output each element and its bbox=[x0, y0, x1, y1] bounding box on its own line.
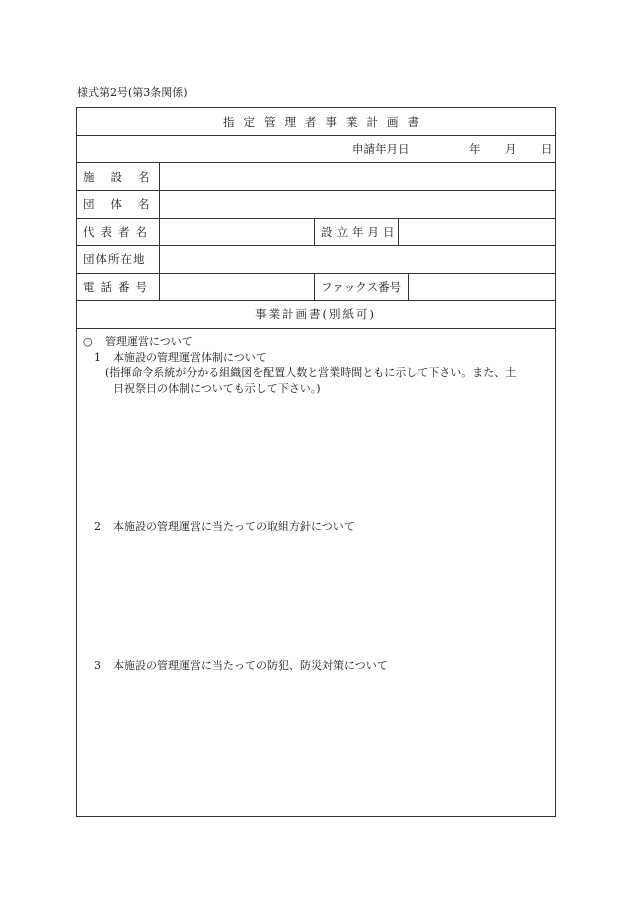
item-3-answer-area[interactable] bbox=[78, 677, 554, 815]
item-note: (指揮命令系統が分かる組織図を配置人数と営業時間ともに示して下さい。また、土 bbox=[105, 366, 517, 379]
item-note: 日祝祭日の体制についても示して下さい。) bbox=[113, 382, 321, 395]
month-label: 月 bbox=[505, 142, 517, 156]
day-label: 日 bbox=[541, 142, 553, 156]
item-number: 1 bbox=[94, 351, 101, 364]
row-divider bbox=[77, 328, 555, 329]
section-marker: ○ bbox=[83, 335, 93, 348]
item-title: 本施設の管理運営に当たっての防犯、防災対策について bbox=[113, 659, 388, 672]
item-1-answer-area[interactable] bbox=[78, 400, 554, 512]
fax-number-field[interactable] bbox=[409, 274, 555, 299]
phone-number-field[interactable] bbox=[160, 274, 313, 299]
facility-name-label: 施設名 bbox=[83, 170, 166, 184]
item-title: 本施設の管理運営体制について bbox=[113, 351, 267, 364]
form-number: 様式第2号(第3条関係) bbox=[77, 86, 188, 99]
established-date-label: 設立年月日 bbox=[321, 225, 399, 239]
phone-number-label: 電話番号 bbox=[83, 280, 153, 294]
organization-name-label: 団体名 bbox=[83, 197, 166, 211]
business-plan-heading: 事業計画書(別紙可) bbox=[255, 307, 376, 321]
facility-name-field[interactable] bbox=[160, 163, 555, 189]
representative-field[interactable] bbox=[160, 219, 313, 244]
representative-label: 代表者名 bbox=[83, 225, 153, 239]
business-plan-form bbox=[76, 107, 556, 817]
organization-address-field[interactable] bbox=[160, 246, 555, 272]
column-divider bbox=[314, 273, 315, 300]
row-divider bbox=[77, 300, 555, 301]
form-title: 指定管理者事業計画書 bbox=[223, 115, 428, 129]
organization-name-field[interactable] bbox=[160, 191, 555, 217]
application-date-label: 申請年月日 bbox=[352, 142, 410, 156]
item-number: 2 bbox=[94, 520, 101, 533]
item-title: 本施設の管理運営に当たっての取組方針について bbox=[113, 520, 355, 533]
established-date-field[interactable] bbox=[399, 219, 555, 244]
year-label: 年 bbox=[469, 142, 481, 156]
column-divider bbox=[314, 218, 315, 245]
item-2-answer-area[interactable] bbox=[78, 538, 554, 650]
item-number: 3 bbox=[94, 659, 101, 672]
fax-number-label: ファックス番号 bbox=[321, 280, 402, 294]
row-divider bbox=[77, 135, 555, 136]
section-title: 管理運営について bbox=[105, 335, 193, 348]
organization-address-label: 団体所在地 bbox=[83, 252, 146, 266]
